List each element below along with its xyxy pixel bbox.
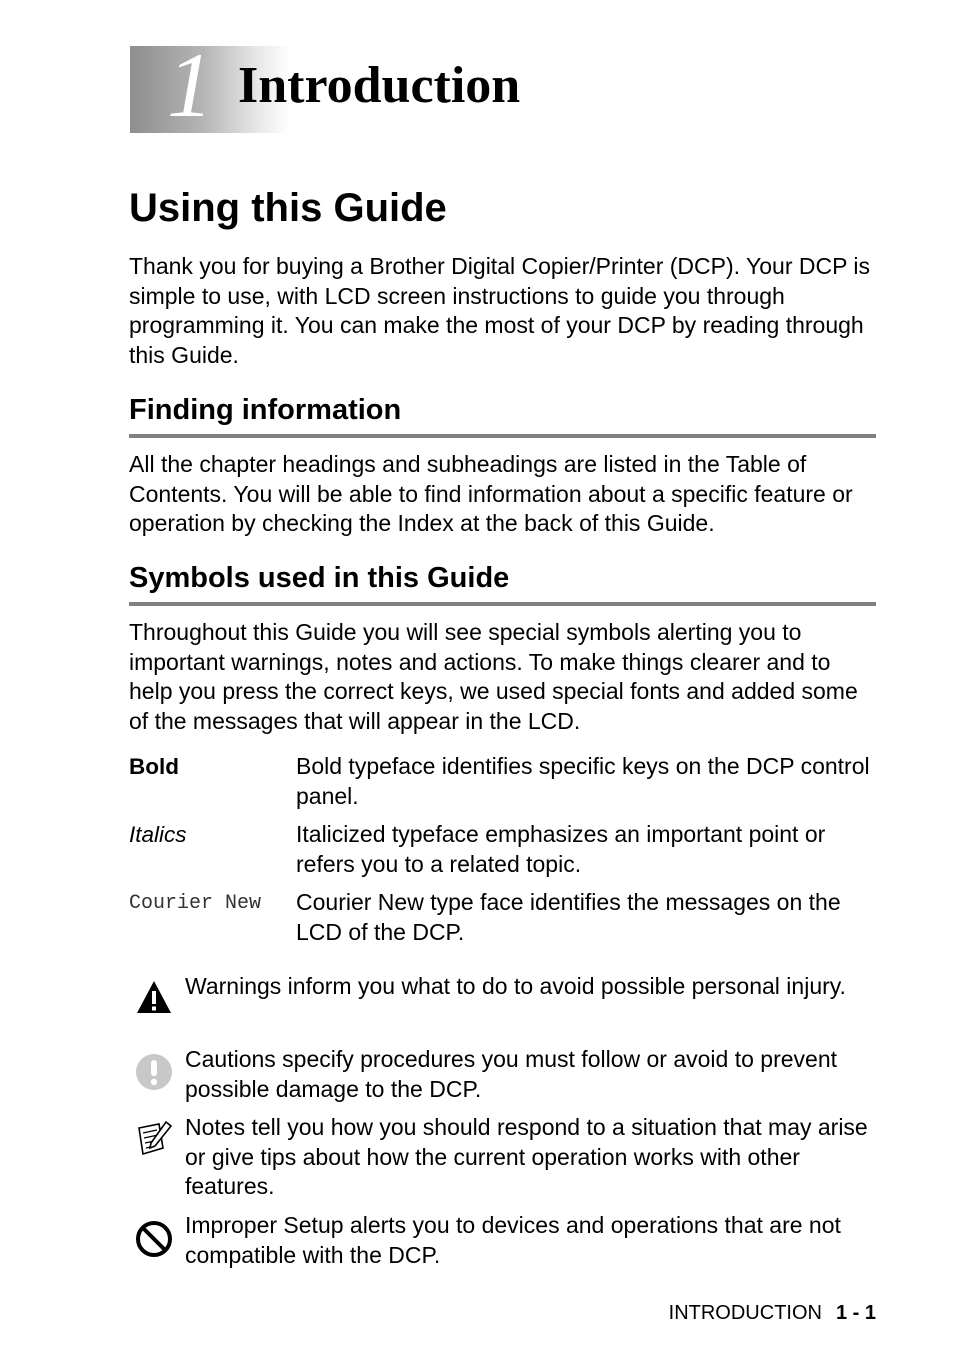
symbol-description: Italicized typeface emphasizes an important point or refers you to a related topic. <box>296 821 826 877</box>
symbols-heading: Symbols used in this Guide <box>129 562 510 594</box>
heading-rule <box>129 602 876 606</box>
warning-text: Warnings inform you what to do to avoid possible personal injury. <box>185 973 846 999</box>
symbol-description: Courier New type face identifies the messages on the LCD of the DCP. <box>296 889 841 945</box>
finding-information-heading: Finding information <box>129 394 402 426</box>
symbol-term-italics: Italics <box>129 822 187 847</box>
symbol-description: Bold typeface identifies specific keys on the DCP control panel. <box>296 753 870 809</box>
warning-icon <box>133 977 175 1019</box>
caution-text: Cautions specify procedures you must follow or avoid to prevent possible damage to the DCP. <box>185 1046 837 1102</box>
chapter-number: 1 <box>167 34 213 136</box>
footer-page-number: 1 - 1 <box>835 1302 876 1324</box>
symbol-term-bold: Bold <box>129 754 179 779</box>
footer-section-label: INTRODUCTION <box>668 1302 822 1324</box>
note-icon <box>133 1118 175 1160</box>
page-footer <box>669 1300 876 1326</box>
note-text: Notes tell you how you should respond to a situation that may arise or give tips about how the current operation works with other features. <box>185 1114 868 1199</box>
improper-setup-text: Improper Setup alerts you to devices and operations that are not compatible with the DCP. <box>185 1212 841 1268</box>
symbol-term-courier: Courier New <box>129 892 262 915</box>
intro-paragraph: Thank you for buying a Brother Digital Copier/Printer (DCP). Your DCP is simple to use, with LCD screen instructions to guide you through programming it. You can make the most of your DCP by reading through this Guide. <box>129 253 871 368</box>
chapter-title: Introduction <box>238 57 521 114</box>
finding-information-paragraph: All the chapter headings and subheadings are listed in the Table of Contents. You will be able to find information about a specific feature or operation by checking the Index at the back of this Guide. <box>129 451 853 536</box>
caution-icon <box>133 1051 175 1093</box>
improper-setup-icon <box>133 1218 175 1260</box>
symbols-paragraph: Throughout this Guide you will see special symbols alerting you to important warnings, notes and actions. To make things clearer and to help you press the correct keys, we used special fonts and added some of the messages that will appear in the LCD. <box>129 619 858 734</box>
section-title: Using this Guide <box>129 186 447 230</box>
heading-rule <box>129 434 876 438</box>
